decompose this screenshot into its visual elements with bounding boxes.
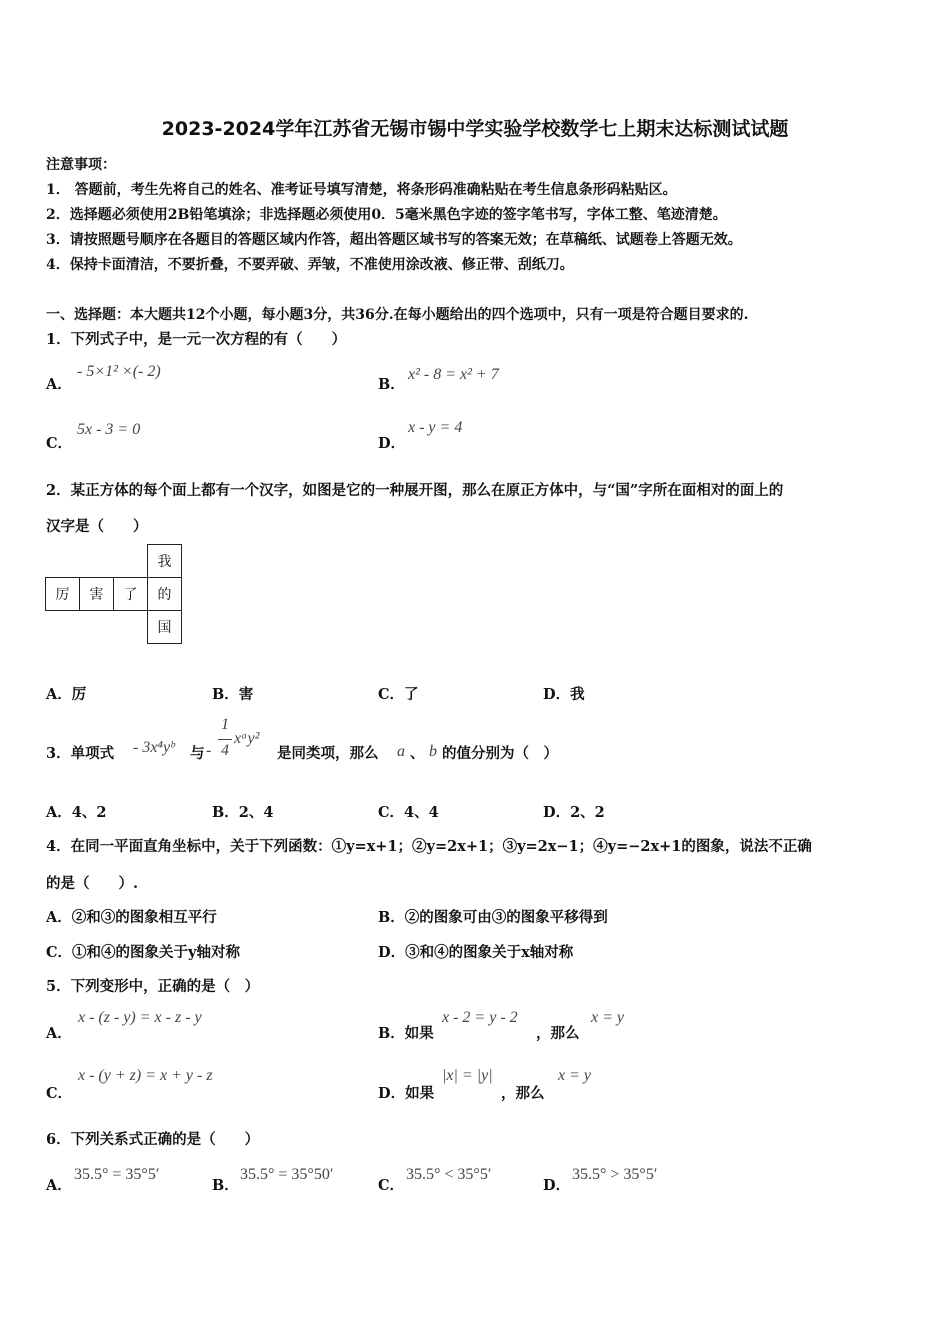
q2-option-c: C．了 [378,686,419,703]
q3-option-a: A．4、2 [46,804,107,821]
q5-option-b-mid: ，那么 [536,1025,580,1042]
net-cell: 我 [148,545,182,578]
q5-option-d-expr2: x = y [558,1067,591,1084]
q3-var-a: a [397,743,405,760]
q3-expr1: - 3x⁴yᵇ [133,739,175,756]
q3-neg: - [206,742,212,759]
question-4-stem: 4．在同一平面直角坐标中，关于下列函数：①y=x+1；②y=2x+1；③y=2x−1；④y=−2x+1的图象，说法不正确 [46,838,812,855]
q6-option-b-label: B． [212,1177,239,1194]
notice-item: 1． 答题前，考生先将自己的姓名、准考证号填写清楚，将条形码准确粘贴在考生信息条形码粘贴区。 [46,182,677,198]
q5-option-c-expr: x - (y + z) = x + y - z [78,1067,213,1084]
q6-option-c-expr: 35.5° < 35°5′ [406,1166,492,1183]
question-4-stem-cont: 的是（ ）. [46,875,139,892]
net-cell: 国 [148,611,182,644]
q3-frac-num: 1 [221,716,229,733]
question-2-stem: 2．某正方体的每个面上都有一个汉字，如图是它的一种展开图，那么在原正方体中，与“国”字所在面相对的面上的 [46,482,784,499]
q3-option-d: D．2、2 [543,804,605,821]
q5-option-a-label: A． [46,1025,72,1042]
q1-option-d-expr: x - y = 4 [408,419,463,436]
q3-suffix2: 的值分别为（ ） [442,745,558,762]
q1-option-c-label: C． [46,435,73,452]
q5-option-d-mid: ，那么 [501,1085,545,1102]
q3-var-b: b [429,743,437,760]
q5-option-d-label: D．如果 [378,1085,435,1102]
q5-option-b-expr2: x = y [591,1009,624,1026]
q5-option-b-label: B．如果 [378,1025,434,1042]
q6-option-d-expr: 35.5° > 35°5′ [572,1166,658,1183]
q3-frac-bar [218,739,232,740]
question-2-stem-cont: 汉字是（ ） [46,518,148,535]
q4-option-a: A．②和③的图象相互平行 [46,909,217,926]
q1-option-b-label: B． [378,376,405,393]
net-cell: 害 [80,578,114,611]
notice-item: 4．保持卡面清洁，不要折叠，不要弄破、弄皱，不准使用涂改液、修正带、刮纸刀。 [46,257,574,273]
q6-option-b-expr: 35.5° = 35°50′ [240,1166,334,1183]
net-cell: 厉 [46,578,80,611]
question-6-stem: 6．下列关系式正确的是（ ） [46,1131,260,1148]
q5-option-a-expr: x - (z - y) = x - z - y [78,1009,202,1026]
section-heading: 一、选择题：本大题共12个小题，每小题3分，共36分.在每小题给出的四个选项中，只有一项是符合题目要求的. [46,307,749,323]
q6-option-a-label: A． [46,1177,72,1194]
q1-option-b-expr: x² - 8 = x² + 7 [408,366,499,383]
question-5-stem: 5．下列变形中，正确的是（ ） [46,978,260,995]
q1-option-d-label: D． [378,435,406,452]
q5-option-c-label: C． [46,1085,73,1102]
q3-expr2: xᵃy² [234,730,260,747]
q2-option-b: B．害 [212,686,254,703]
notice-item: 2．选择题必须使用2B铅笔填涂；非选择题必须使用0．5毫米黑色字迹的签字笔书写，字体工整、笔迹清楚。 [46,207,727,223]
q5-option-d-expr1: |x| = |y| [442,1067,493,1084]
q4-option-c: C．①和④的图象关于y轴对称 [46,944,240,961]
question-1-stem: 1．下列式子中，是一元一次方程的有（ ） [46,331,347,348]
q3-mid: 与 [190,745,205,762]
q3-sep: 、 [410,745,425,762]
q1-option-c-expr: 5x - 3 = 0 [77,421,141,438]
q1-option-a-label: A． [46,376,72,393]
cube-net-figure [45,544,182,644]
notice-item: 3．请按照题号顺序在各题目的答题区域内作答，超出答题区域书写的答案无效；在草稿纸、试题卷上答题无效。 [46,232,742,248]
q4-option-b: B．②的图象可由③的图象平移得到 [378,909,608,926]
q1-option-a-expr: - 5×1² ×(- 2) [77,363,161,380]
q3-option-b: B．2、4 [212,804,274,821]
q2-option-a: A．厉 [46,686,87,703]
question-3-prefix: 3．单项式 [46,745,115,762]
page-title: 2023-2024学年江苏省无锡市锡中学实验学校数学七上期末达标测试试题 [161,118,789,140]
q2-option-d: D．我 [543,686,585,703]
q6-option-a-expr: 35.5° = 35°5′ [74,1166,160,1183]
q3-frac-den: 4 [221,742,229,759]
q3-suffix1: 是同类项，那么 [277,745,379,762]
q3-option-c: C．4、4 [378,804,439,821]
net-cell: 了 [114,578,148,611]
net-cell: 的 [148,578,182,611]
q6-option-d-label: D． [543,1177,571,1194]
q4-option-d: D．③和④的图象关于x轴对称 [378,944,574,961]
q5-option-b-expr1: x - 2 = y - 2 [442,1009,518,1026]
notice-heading: 注意事项： [46,157,116,173]
q6-option-c-label: C． [378,1177,405,1194]
